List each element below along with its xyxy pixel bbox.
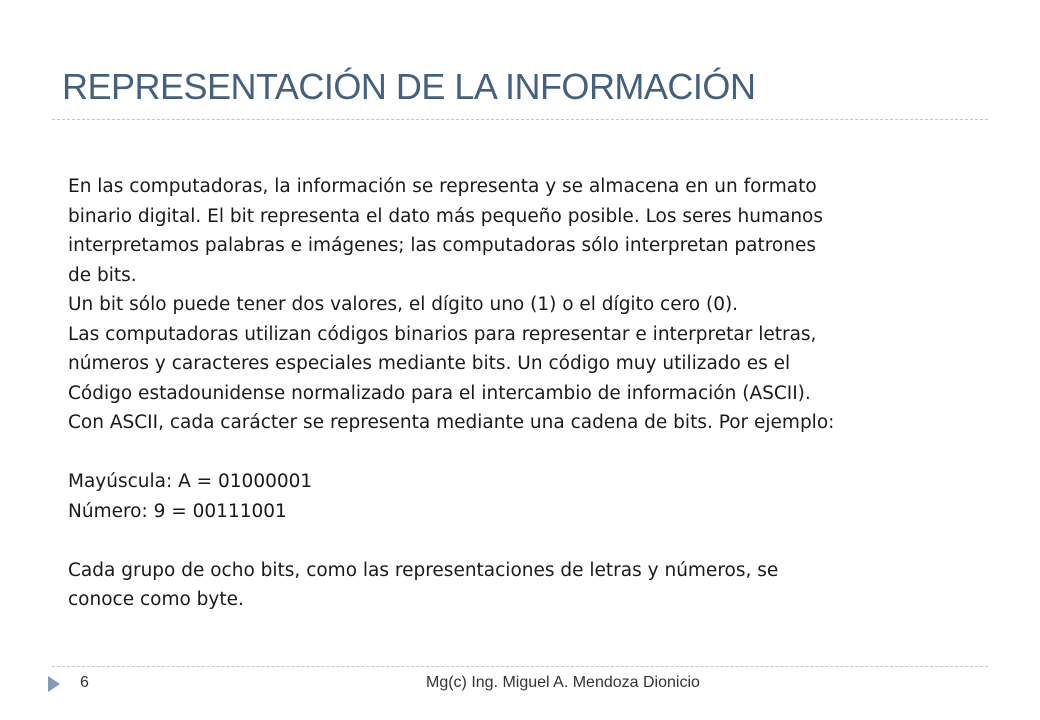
body-line-example-number: Número: 9 = 00111001 xyxy=(68,500,287,522)
blank-line xyxy=(68,526,978,556)
body-line: En las computadoras, la información se representa y se almacena en un formato xyxy=(68,176,817,197)
body-line: de bits. xyxy=(68,264,137,286)
slide-body xyxy=(68,172,978,615)
body-line: interpretamos palabras e imágenes; las computadoras sólo interpretan patrones xyxy=(68,235,816,256)
body-line: Código estadounidense normalizado para el intercambio de información (ASCII). xyxy=(68,382,811,404)
slide-title: REPRESENTACIÓN DE LA INFORMACIÓN xyxy=(62,66,756,107)
triangle-right-icon xyxy=(48,676,60,692)
footer-divider xyxy=(52,666,988,667)
body-line: Un bit sólo puede tener dos valores, el dígito uno (1) o el dígito cero (0). xyxy=(68,294,739,315)
body-line: conoce como byte. xyxy=(68,589,244,610)
body-line: números y caracteres especiales mediante bits. Un código muy utilizado es el xyxy=(68,353,791,374)
body-line: Las computadoras utilizan códigos binarios para representar e interpretar letras, xyxy=(68,323,817,345)
body-line: binario digital. El bit representa el dato más pequeño posible. Los seres humanos xyxy=(68,205,824,227)
blank-line xyxy=(68,438,978,468)
title-divider xyxy=(52,119,988,120)
body-line: Cada grupo de ocho bits, como las representaciones de letras y números, se xyxy=(68,559,779,581)
body-line: Con ASCII, cada carácter se representa mediante una cadena de bits. Por ejemplo: xyxy=(68,412,835,433)
footer-author: Mg(c) Ing. Miguel A. Mendoza Dionicio xyxy=(426,674,700,691)
page-number: 6 xyxy=(80,674,89,691)
body-line-example-letter: Mayúscula: A = 01000001 xyxy=(68,471,313,492)
